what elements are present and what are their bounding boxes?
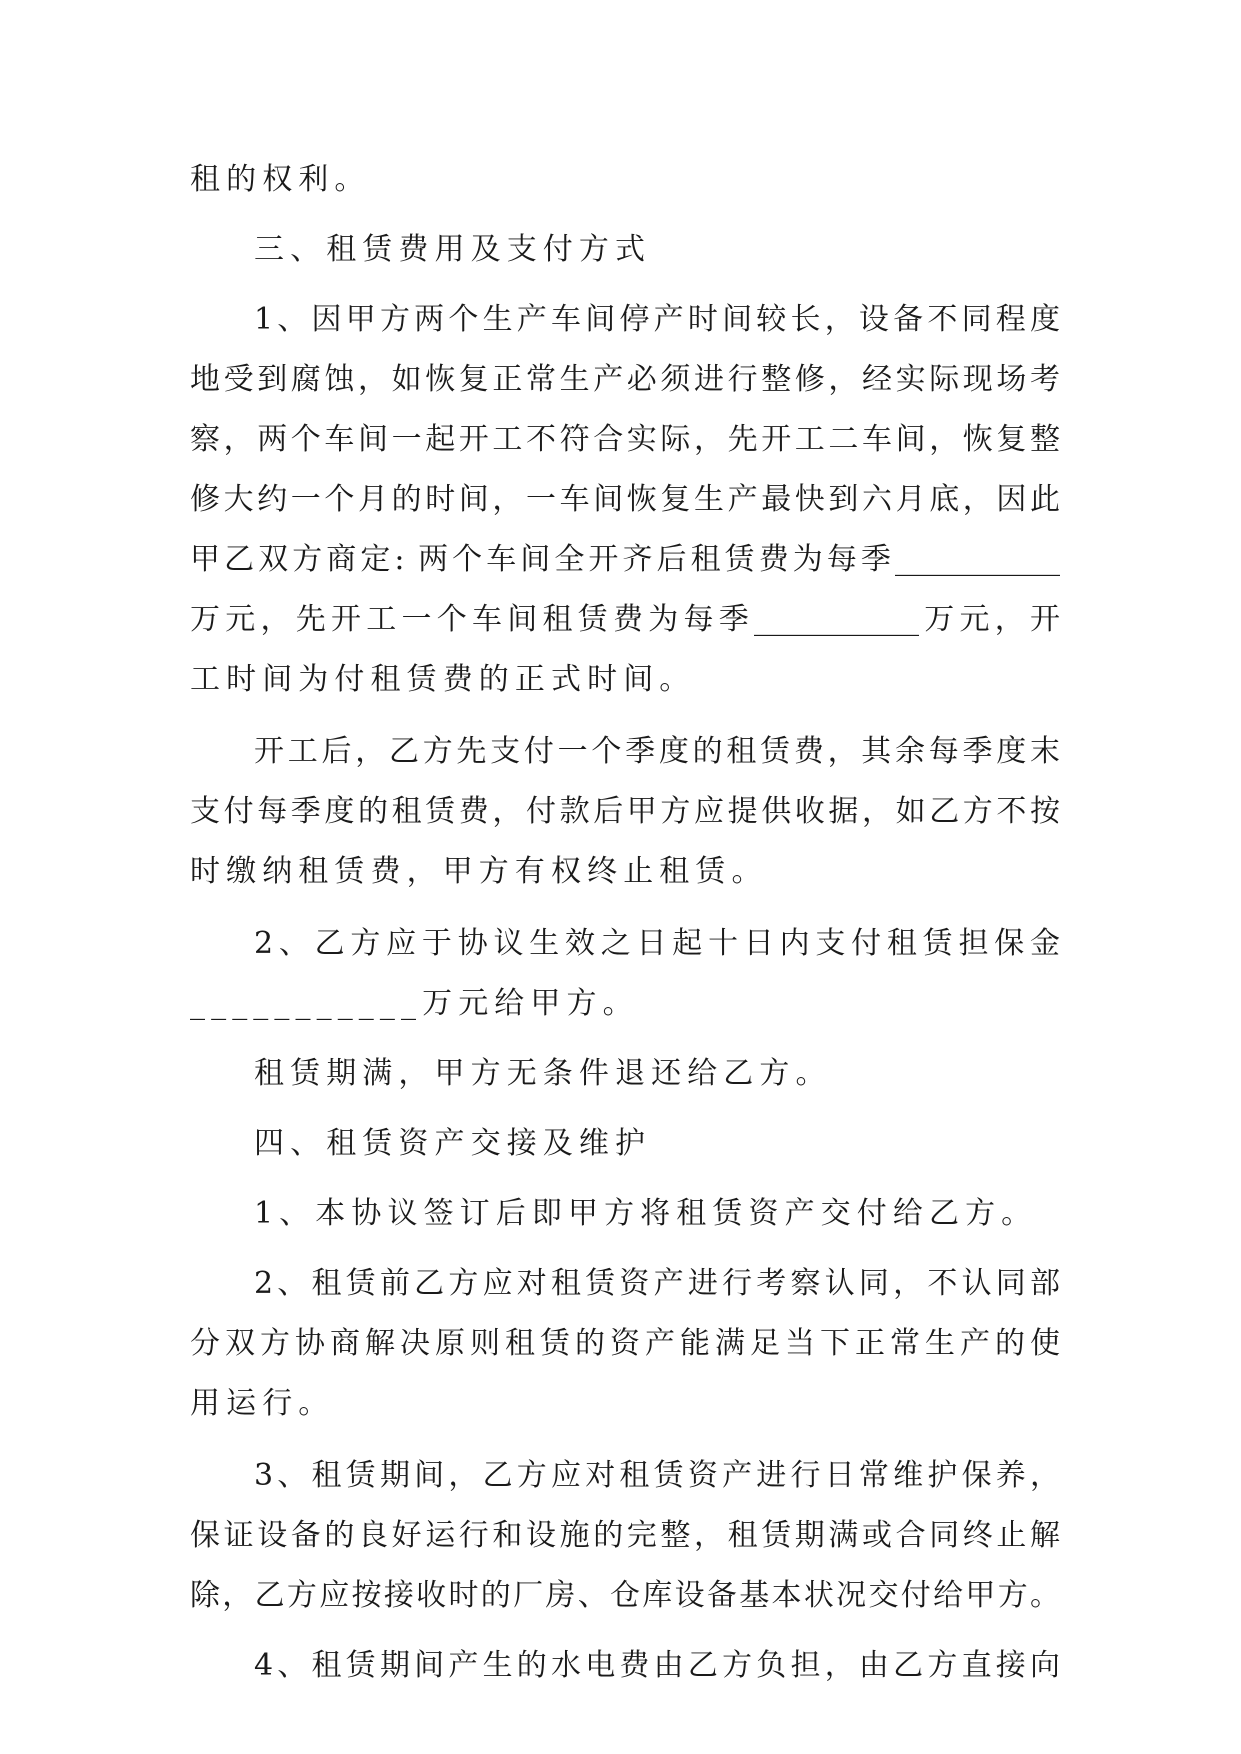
text-line: 1、因甲方两个生产车间停产时间较长，设备不同程度 [254,302,1060,337]
text-line: 工时间为付租赁费的正式时间。 [190,662,696,697]
text-line: 甲乙双方商定: 两个车间全开齐后租赁费为每季___________ [190,542,1060,577]
text-line: 时缴纳租赁费，甲方有权终止租赁。 [190,854,768,889]
text-line: 1、本协议签订后即甲方将租赁资产交付给乙方。 [254,1196,1038,1231]
text-line: ___________万元给甲方。 [190,986,639,1021]
text-line: 分双方协商解决原则租赁的资产能满足当下正常生产的使 [190,1326,1060,1361]
document-body [190,150,1060,1696]
text-line: 保证设备的良好运行和设施的完整，租赁期满或合同终止解 [190,1518,1060,1553]
text-line: 地受到腐蚀，如恢复正常生产必须进行整修，经实际现场考 [190,362,1060,397]
text-line: 租的权利。 [190,162,371,197]
text-line: 支付每季度的租赁费，付款后甲方应提供收据，如乙方不按 [190,794,1060,829]
section-heading: 三、租赁费用及支付方式 [254,232,652,267]
text-line: 4、租赁期间产生的水电费由乙方负担，由乙方直接向 [254,1648,1060,1683]
text-line: 用运行。 [190,1386,335,1421]
text-line: 3、租赁期间，乙方应对租赁资产进行日常维护保养， [254,1458,1060,1493]
text-line: 除，乙方应按接收时的厂房、仓库设备基本状况交付给甲方。 [190,1578,1060,1613]
text-line: 修大约一个月的时间，一车间恢复生产最快到六月底，因此 [190,482,1060,517]
text-line: 察，两个车间一起开工不符合实际，先开工二车间，恢复整 [190,422,1060,457]
text-line: 租赁期满，甲方无条件退还给乙方。 [254,1056,832,1091]
text-line: 2、租赁前乙方应对租赁资产进行考察认同，不认同部 [254,1266,1060,1301]
text-line: 2、乙方应于协议生效之日起十日内支付租赁担保金 [254,926,1060,961]
section-heading: 四、租赁资产交接及维护 [254,1126,652,1161]
text-line: 万元，先开工一个车间租赁费为每季___________万元，开 [190,602,1060,637]
text-line: 开工后，乙方先支付一个季度的租赁费，其余每季度末 [254,734,1060,769]
